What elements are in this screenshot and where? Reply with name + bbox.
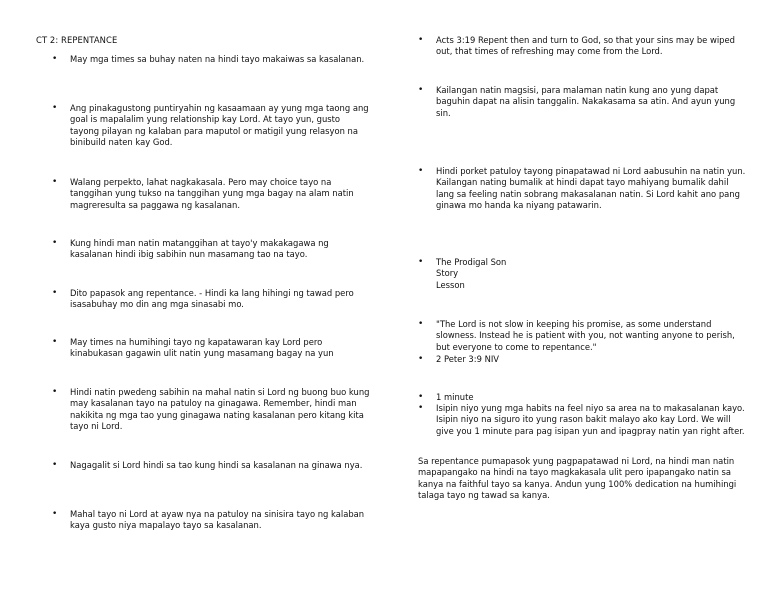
quote-text: "The Lord is not slow in keeping his promise, as some understand slowness. Instead he is patient with you, not wanting anyone to perish, but everyone to come to repentance." xyxy=(436,319,735,352)
list-item-text: Dito papasok ang repentance. - Hindi ka lang hihingi ng tawad pero isasabuhay mo din ang mga sinasabi mo. xyxy=(70,288,354,310)
bullet: • xyxy=(418,35,424,45)
bullet: • xyxy=(418,257,424,267)
list-item xyxy=(52,337,370,360)
bullet: • xyxy=(52,177,58,187)
list-item xyxy=(418,166,746,212)
bullet: • xyxy=(418,85,424,95)
list-item-text: Kung hindi man natin matanggihan at tayo'y makakagawa ng kasalanan hindi ibig sabihin nun masamang tao na tayo. xyxy=(70,238,329,260)
list-item xyxy=(418,392,746,403)
list-item xyxy=(52,177,370,211)
list-item xyxy=(418,354,746,365)
list-item-text: Ang pinakagustong puntiryahin ng kasaamaan ay yung mga taong ang goal is mapalalim yung relationship kay Lord. At tayo yun, gusto tayong pilayan ng kalaban para maputol or matigil yung relasyon na binibuild naten kay God. xyxy=(70,103,369,148)
page-title: CT 2: REPENTANCE xyxy=(36,35,118,45)
list-item-text: Walang perpekto, lahat nagkakasala. Pero may choice tayo na tanggihan yung tukso na tanggihan yung mga bagay na alam natin magreresulta sa paggawa ng kasalanan. xyxy=(70,177,354,210)
bullet: • xyxy=(52,337,58,347)
prodigal-title: The Prodigal Son xyxy=(436,257,507,267)
list-item xyxy=(52,460,370,471)
quote-reference: 2 Peter 3:9 NIV xyxy=(436,354,500,364)
bullet: • xyxy=(52,103,58,113)
bullet: • xyxy=(52,288,58,298)
list-item xyxy=(52,387,370,433)
closing-paragraph: Sa repentance pumapasok yung pagpapatawad ni Lord, na hindi man natin mapapangako na hindi na tayo magkakasala ulit pero ipapangako natin sa kanya na faithful tayo sa kanya. Andun yung 100% dedication na humihingi talaga tayo ng tawad sa kanya. xyxy=(418,456,737,501)
bullet: • xyxy=(52,54,58,64)
list-item xyxy=(52,238,370,261)
list-item-text: May times na humihingi tayo ng kapatawaran kay Lord pero kinabukasan gagawin ulit natin yung masamang bagay na yun xyxy=(70,337,334,359)
prodigal-lesson: Lesson xyxy=(436,279,465,290)
list-item xyxy=(52,54,370,65)
bullet: • xyxy=(52,238,58,248)
bullet: • xyxy=(418,392,424,402)
list-item xyxy=(418,403,746,437)
list-item-text: Kailangan natin magsisi, para malaman natin kung ano yung dapat baguhin dapat na alisin tanggalin. Nakakasama sa atin. And ayun yung sin. xyxy=(436,85,736,118)
list-item xyxy=(418,85,746,119)
bullet: • xyxy=(418,319,424,329)
list-item-text: Nagagalit si Lord hindi sa tao kung hindi sa kasalanan na ginawa nya. xyxy=(70,460,363,470)
list-item-text: May mga times sa buhay naten na hindi tayo makaiwas sa kasalanan. xyxy=(70,54,365,64)
bullet: • xyxy=(418,354,424,364)
list-item-text: Hindi natin pwedeng sabihin na mahal natin si Lord ng buong buo kung may kasalanan tayo na patuloy na ginagawa. Remember, hindi man nakikita ng mga tao yung ginagawa nating kasalanan pero kitang kita tayo ni Lord. xyxy=(70,387,370,432)
bullet: • xyxy=(418,166,424,176)
bullet: • xyxy=(418,403,424,413)
prodigal-story: Story xyxy=(436,268,459,279)
list-item-text: Hindi porket patuloy tayong pinapatawad ni Lord aabusuhin na natin yun. Kailangan nating bumalik at hindi dapat tayo mahiyang bumalik dahil lang sa feeling natin sobrang makasalanan natin. Si Lord kahit ano pang ginawa mo handa ka niyang patawarin. xyxy=(436,166,746,211)
minute-label: 1 minute xyxy=(436,392,474,402)
list-item-text: Isipin niyo yung mga habits na feel niyo sa area na to makasalanan kayo. Isipin niyo na siguro ito yung rason bakit malayo ako kay Lord. We will give you 1 minute para pag isipan yun and ipagpray natin yan right after. xyxy=(436,403,745,436)
list-item xyxy=(52,288,370,311)
bullet: • xyxy=(52,387,58,397)
list-item xyxy=(418,319,746,353)
list-item xyxy=(418,257,746,291)
bullet: • xyxy=(52,509,58,519)
list-item-text: Acts 3:19 Repent then and turn to God, so that your sins may be wiped out, that times of refreshing may come from the Lord. xyxy=(436,35,735,57)
bullet: • xyxy=(52,460,58,470)
list-item xyxy=(52,103,370,149)
list-item xyxy=(52,509,370,532)
list-item-text: Mahal tayo ni Lord at ayaw nya na patuloy na sinisira tayo ng kalaban kaya gusto niya mapalayo tayo sa kasalanan. xyxy=(70,509,365,531)
list-item xyxy=(418,35,746,58)
